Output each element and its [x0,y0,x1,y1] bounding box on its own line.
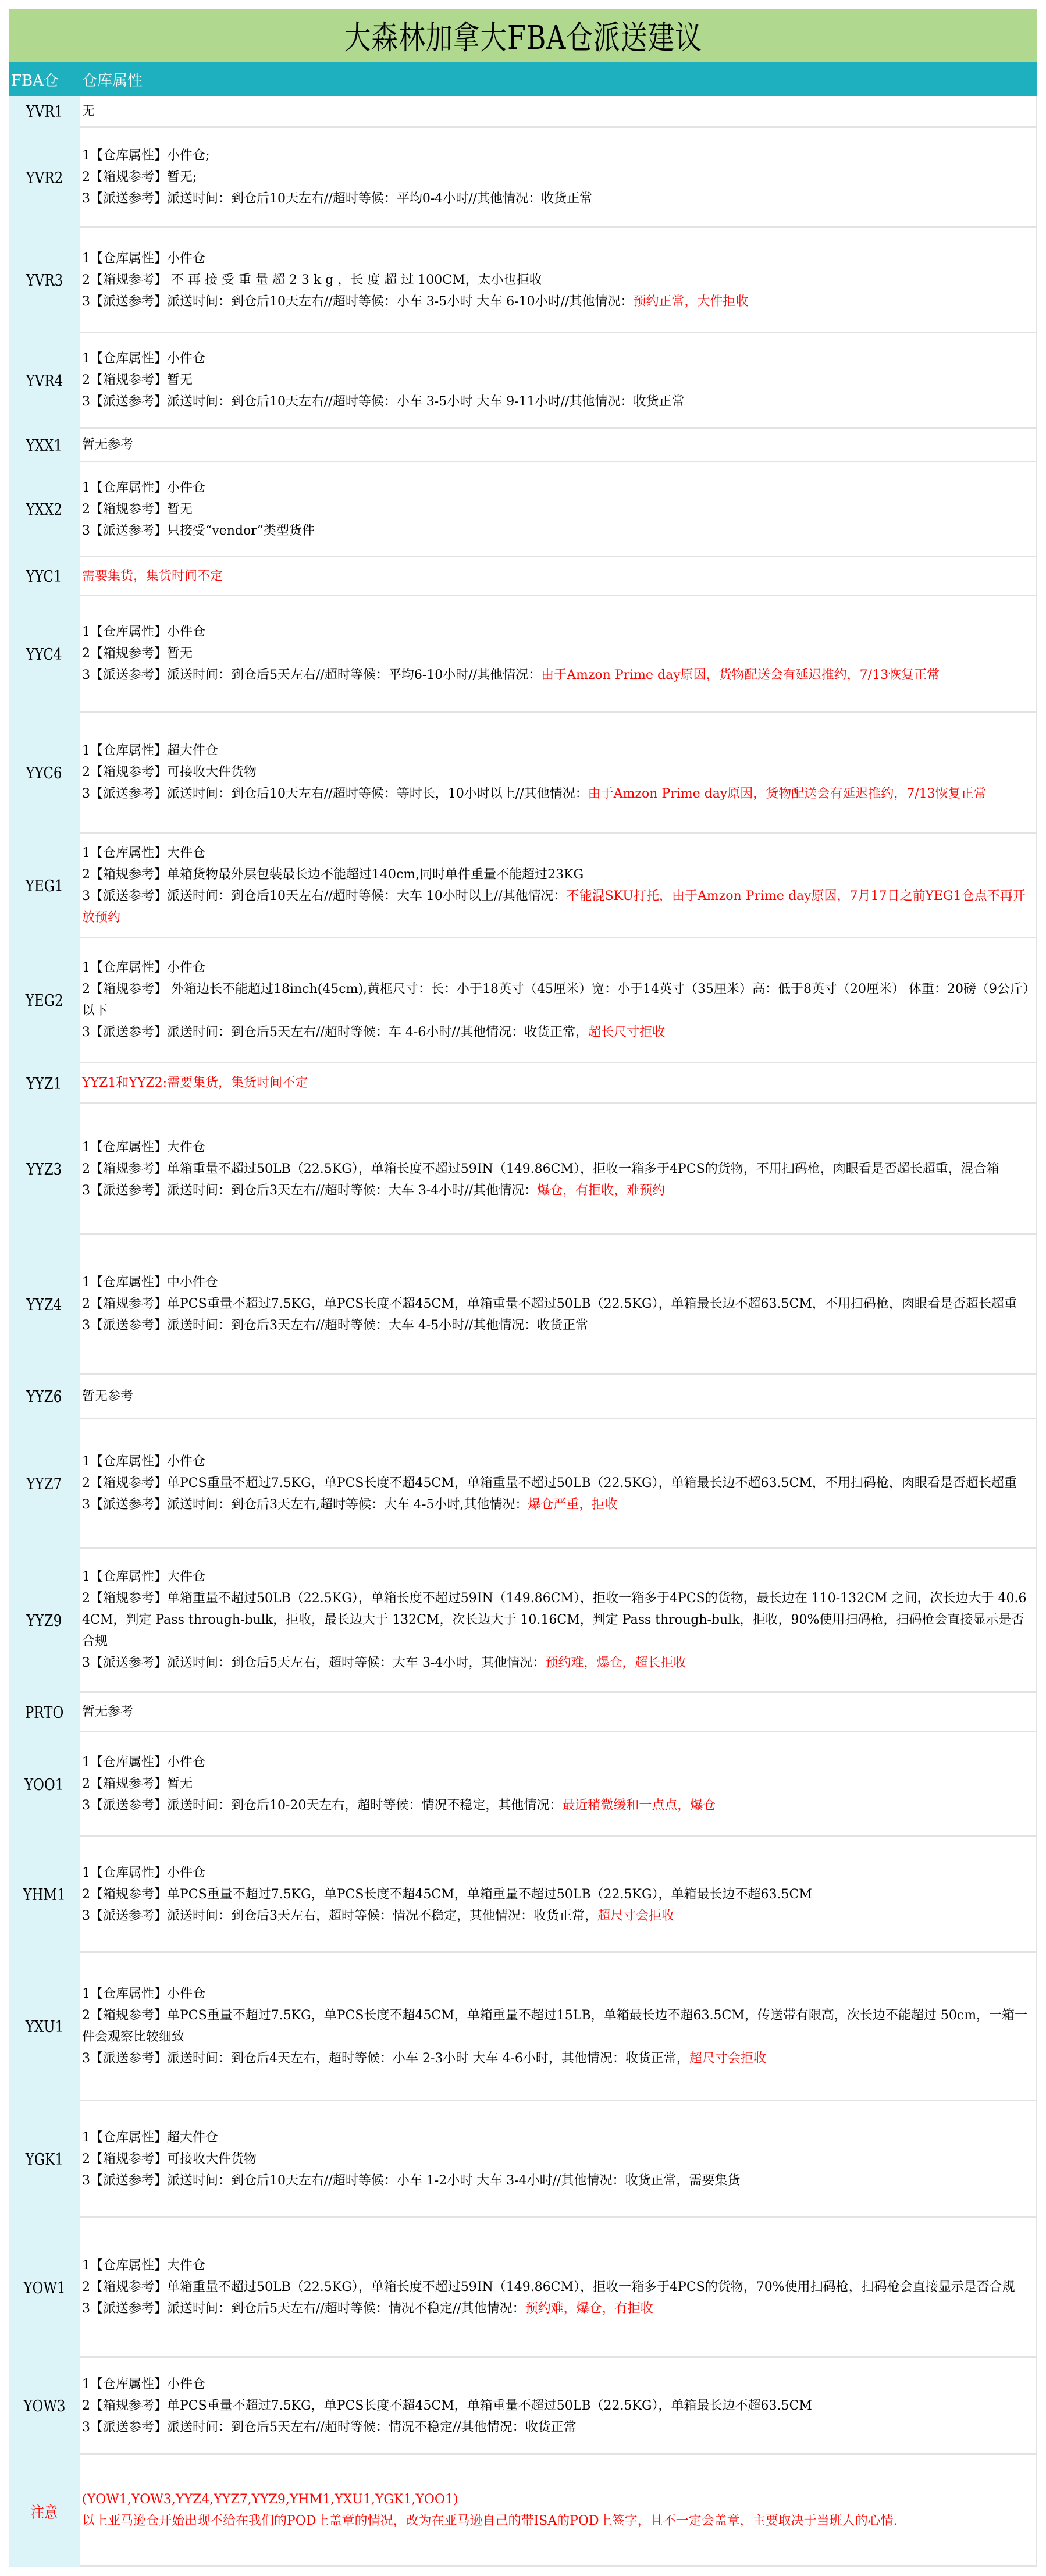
warehouse-code: YYC1 [9,557,80,596]
detail-text: 2【箱规参考】单箱货物最外层包装最长边不能超过140cm,同时单件重量不能超过23KG [82,867,584,882]
warehouse-code: YHM1 [9,1837,80,1953]
table-row [9,557,1037,596]
detail-text: 1【仓库属性】小件仓 [82,960,205,975]
warehouse-code: YVR2 [9,128,80,228]
detail-line [82,1652,1031,1674]
detail-line [82,477,1031,499]
warehouse-details [80,1235,1037,1375]
detail-line [82,1451,1031,1472]
detail-line [82,369,1031,391]
warning-text: YYZ1和YYZ2:需要集货，集货时间不定 [82,1076,308,1090]
table-row [9,2218,1037,2358]
table-row [9,713,1037,834]
detail-text: 1【仓库属性】大件仓 [82,2258,205,2273]
detail-line [82,1272,1031,1293]
detail-line [82,643,1031,664]
warehouse-code: YXU1 [9,1953,80,2101]
header-warehouse-attributes: 仓库属性 [82,72,143,90]
detail-text: 1【仓库属性】大件仓 [82,845,205,860]
detail-text: 3【派送参考】派送时间：到仓后10天左右//超时等候：小车 1-2小时 大车 3-4小时//其他情况：收货正常，需要集货 [82,2173,741,2188]
detail-line [82,1386,1031,1407]
warehouse-details [80,1732,1037,1837]
warehouse-code: YGK1 [9,2101,80,2218]
warehouse-details [80,713,1037,834]
warning-text: 需要集货，集货时间不定 [82,568,223,583]
warehouse-details [80,1693,1037,1732]
note-row [9,2455,1037,2567]
warehouse-code: YVR3 [9,228,80,333]
detail-text: 1【仓库属性】大件仓 [82,1140,205,1155]
detail-text: 3【派送参考】派送时间：到仓后3天左右，超时等候：情况不稳定，其他情况：收货正常， [82,1908,597,1923]
page-title: 大森林加拿大FBA仓派送建议 [344,19,702,57]
table-row [9,1837,1037,1953]
header-fba-warehouse: FBA仓 [11,72,59,90]
detail-line [82,2127,1031,2148]
table-row [9,2101,1037,2218]
warehouse-code: YXX1 [9,429,80,462]
warehouse-code: YEG2 [9,938,80,1063]
detail-text: 1【仓库属性】小件仓; [82,148,210,163]
warehouse-details [80,128,1037,228]
warehouse-details [80,1837,1037,1953]
detail-text: 2【箱规参考】单PCS重量不超过7.5KG，单PCS长度不超45CM，单箱重量不超过50LB（22.5KG），单箱最长边不超63.5CM，不用扫码枪，肉眼看是否超长超重 [82,1476,1017,1490]
table-row [9,1104,1037,1235]
detail-line [82,1862,1031,1884]
detail-text: 1【仓库属性】小件仓 [82,1865,205,1880]
detail-text: 2【箱规参考】单PCS重量不超过7.5KG，单PCS长度不超45CM，单箱重量不超过50LB（22.5KG），单箱最长边不超63.5CM，不用扫码枪，肉眼看是否超长超重 [82,1297,1017,1311]
detail-line [82,885,1031,928]
warning-text: 预约难，爆仓，超长拒收 [545,1656,686,1670]
warehouse-code: PRTO [9,1693,80,1732]
detail-text: 1【仓库属性】超大件仓 [82,2130,218,2145]
warehouse-details [80,96,1037,128]
warehouse-code: YVR1 [9,96,80,128]
warehouse-details [80,1063,1037,1104]
warehouse-code: YOO1 [9,1732,80,1837]
detail-line [82,621,1031,643]
detail-text: 2【箱规参考】暂无 [82,1777,193,1791]
detail-text: 3【派送参考】派送时间：到仓后3天左右,超时等候：大车 4-5小时,其他情况： [82,1497,528,1512]
detail-text: 2【箱规参考】可接收大件货物 [82,2151,257,2166]
warehouse-code: YYZ4 [9,1235,80,1375]
table-row [9,938,1037,1063]
detail-line [82,1072,1031,1094]
note-text: 以上亚马逊仓开始出现不给在我们的POD上盖章的情况，改为在亚马逊自己的带ISA的POD上签字，且不一定会盖章，主要取决于当班人的心情. [82,2513,898,2528]
detail-line [82,1022,1031,1043]
detail-line [82,565,1031,587]
detail-line [82,1180,1031,1201]
table-row [9,228,1037,333]
detail-text: 3【派送参考】派送时间：到仓后10天左右//超时等候：平均0-4小时//其他情况：收货正常 [82,191,593,206]
detail-text: 1【仓库属性】小件仓 [82,351,205,366]
warehouse-code: YVR4 [9,333,80,429]
detail-line [82,664,1031,686]
detail-text: 3【派送参考】派送时间：到仓后4天左右，超时等候：小车 2-3小时 大车 4-6小时，其他情况：收货正常， [82,2051,689,2066]
warning-text: 超尺寸会拒收 [597,1908,675,1923]
warehouse-details [80,2218,1037,2358]
detail-line [82,979,1031,1022]
detail-line [82,348,1031,369]
detail-line [82,1701,1031,1723]
detail-text: 2【箱规参考】单箱重量不超过50LB（22.5KG），单箱长度不超过59IN（149.86CM），拒收一箱多于4PCS的货物，不用扫码枪，肉眼看是否超长超重，混合箱 [82,1161,999,1176]
detail-line [82,1293,1031,1315]
detail-line [82,2170,1031,2191]
warehouse-details [80,1375,1037,1419]
warehouse-code: YYZ9 [9,1549,80,1693]
table-row [9,1953,1037,2101]
detail-text: 3【派送参考】派送时间：到仓后10-20天左右，超时等候：情况不稳定，其他情况： [82,1798,563,1813]
fba-warehouse-sheet [9,9,1037,2567]
warehouse-code: YYZ7 [9,1419,80,1549]
warehouse-code: YXX2 [9,462,80,557]
detail-line [82,842,1031,864]
detail-line [82,740,1031,762]
detail-text: 1【仓库属性】小件仓 [82,1755,205,1770]
detail-text: 1【仓库属性】大件仓 [82,1570,205,1584]
detail-text: 1【仓库属性】小件仓 [82,2376,205,2392]
detail-line [82,391,1031,412]
detail-line [82,2005,1031,2048]
detail-line [82,2048,1031,2069]
detail-text: 3【派送参考】派送时间：到仓后5天左右//超时等候：情况不稳定//其他情况： [82,2301,525,2316]
table-header [9,62,1037,96]
warehouse-details [80,1104,1037,1235]
warehouse-details [80,429,1037,462]
detail-text: 2【箱规参考】暂无 [82,501,193,517]
detail-line [82,2255,1031,2276]
detail-line [82,864,1031,885]
table-row [9,1375,1037,1419]
table-row [9,429,1037,462]
warning-text: 由于Amzon Prime day原因，货物配送会有延迟推约，7/13恢复正常 [541,668,940,682]
detail-line [82,2298,1031,2319]
detail-text: 2【箱规参考】暂无 [82,373,193,387]
detail-text: 1【仓库属性】小件仓 [82,251,205,266]
detail-text: 3【派送参考】派送时间：到仓后5天左右//超时等候：车 4-6小时//其他情况：收货正常， [82,1025,589,1040]
detail-text: 2【箱规参考】单箱重量不超过50LB（22.5KG），单箱长度不超过59IN（149.86CM），拒收一箱多于4PCS的货物，最长边在 110-132CM 之间，次长边大于 40.64CM，判定 Pass through-bulk，拒收，最长边大于 132CM，次长边大于 10.16CM，判定 Pass through-bulk，拒收，90%使用扫码枪，扫码枪会直接显示是否合规 [82,1591,1027,1649]
detail-text: 暂无参考 [82,1705,134,1719]
detail-line [82,1773,1031,1795]
detail-line [82,1494,1031,1515]
detail-text: 1【仓库属性】小件仓 [82,480,205,495]
table-row [9,834,1037,938]
warehouse-details [80,228,1037,333]
detail-line [82,1752,1031,1773]
detail-line [82,2148,1031,2170]
table-row [9,1419,1037,1549]
detail-line [82,520,1031,542]
detail-text: 3【派送参考】派送时间：到仓后5天左右，超时等候：大车 3-4小时，其他情况： [82,1656,546,1670]
table-row [9,1549,1037,1693]
warning-text: 预约正常，大件拒收 [633,294,749,309]
detail-text: 3【派送参考】派送时间：到仓后10天左右//超时等候：等时长，10小时以上//其他情况： [82,787,588,801]
detail-text: 2【箱规参考】 不 再 接 受 重 量 超 2 3 k g ，长 度 超 过 100CM，太小也拒收 [82,272,542,287]
detail-text: 无 [82,104,95,119]
detail-text: 1【仓库属性】超大件仓 [82,743,218,758]
detail-text: 2【箱规参考】 外箱边长不能超过18inch(45cm),黄框尺寸：长：小于18英寸（45厘米）宽：小于14英寸（35厘米）高：低于8英寸（20厘米） 体重：20磅（9公斤）以下 [82,982,1029,1018]
detail-line [82,434,1031,456]
warehouse-details [80,2358,1037,2455]
detail-text: 1【仓库属性】小件仓 [82,625,205,639]
detail-line [82,101,1031,122]
detail-line [82,2395,1031,2417]
detail-text: 2【箱规参考】暂无; [82,170,197,184]
warehouse-details [80,938,1037,1063]
warehouse-code: YEG1 [9,834,80,938]
table-row [9,333,1037,429]
title-band [9,9,1037,62]
warning-text: 最近稍微缓和一点点，爆仓 [562,1798,716,1813]
table-row [9,1235,1037,1375]
table-row [9,462,1037,557]
warehouse-details [80,557,1037,596]
warning-text: 预约难，爆仓，有拒收 [525,2301,653,2316]
warning-text: 不能混SKU打托，由于Amzon Prime day原因，7月17日之前YEG1仓点不再开放预约 [82,888,1026,925]
detail-text: 2【箱规参考】可接收大件货物 [82,765,257,780]
detail-text: 2【箱规参考】单PCS重量不超过7.5KG，单PCS长度不超45CM，单箱重量不超过50LB（22.5KG），单箱最长边不超63.5CM [82,2398,812,2413]
warehouse-details [80,834,1037,938]
detail-text: 3【派送参考】只接受“vendor”类型货件 [82,523,315,538]
note-content [80,2455,1037,2567]
table-row [9,1063,1037,1104]
warehouse-code: YYZ6 [9,1375,80,1419]
detail-text: 3【派送参考】派送时间：到仓后10天左右//超时等候：小车 3-5小时 大车 9-11小时//其他情况：收货正常 [82,394,685,409]
detail-line [82,1588,1031,1652]
warehouse-details [80,596,1037,713]
warehouse-code: YOW3 [9,2358,80,2455]
detail-line [82,291,1031,312]
detail-line [82,188,1031,209]
detail-line [82,145,1031,166]
warning-text: 超长尺寸拒收 [588,1025,666,1040]
detail-line [82,248,1031,269]
detail-text: 3【派送参考】派送时间：到仓后10天左右//超时等候：大车 10小时以上//其他情况： [82,888,567,903]
warning-text: 由于Amzon Prime day原因，货物配送会有延迟推约，7/13恢复正常 [588,787,987,801]
detail-text: 3【派送参考】派送时间：到仓后10天左右//超时等候：小车 3-5小时 大车 6-10小时//其他情况： [82,294,634,309]
detail-text: 2【箱规参考】单PCS重量不超过7.5KG，单PCS长度不超45CM，单箱重量不超过15LB，单箱最长边不超63.5CM，传送带有限高，次长边不能超过 50cm，一箱一件会观察比较细致 [82,2008,1028,2044]
warehouse-details [80,462,1037,557]
warning-text: 爆仓严重，拒收 [528,1497,618,1512]
detail-text: 暂无参考 [82,437,134,452]
warehouse-details [80,333,1037,429]
warehouse-code: YYC4 [9,596,80,713]
warehouse-code: YYZ1 [9,1063,80,1104]
detail-line [82,2417,1031,2438]
warning-text: 超尺寸会拒收 [689,2051,766,2066]
warehouse-details [80,1549,1037,1693]
warning-text: 爆仓，有拒收，难预约 [537,1183,666,1198]
detail-line [82,1795,1031,1816]
warehouse-details [80,2101,1037,2218]
detail-text: 1【仓库属性】小件仓 [82,1987,205,2001]
detail-line [82,1905,1031,1927]
table-row [9,2358,1037,2455]
detail-line [82,1566,1031,1588]
detail-text: 3【派送参考】派送时间：到仓后5天左右//超时等候：平均6-10小时//其他情况： [82,668,542,682]
detail-text: 2【箱规参考】单箱重量不超过50LB（22.5KG），单箱长度不超过59IN（149.86CM），拒收一箱多于4PCS的货物，70%使用扫码枪，扫码枪会直接显示是否合规 [82,2280,1015,2294]
detail-line [82,762,1031,783]
note-warehouse-list: (YOW1,YOW3,YYZ4,YYZ7,YYZ9,YHM1,YXU1,YGK1,YOO1) [82,2492,458,2507]
detail-line [82,1472,1031,1494]
warehouse-code: YYC6 [9,713,80,834]
note-label: 注意 [9,2455,80,2567]
detail-text: 3【派送参考】派送时间：到仓后3天左右//超时等候：大车 4-5小时//其他情况：收货正常 [82,1318,589,1333]
warehouse-code: YOW1 [9,2218,80,2358]
table-row [9,128,1037,228]
warehouse-details [80,1419,1037,1549]
warehouse-table-body [9,96,1037,2455]
detail-line [82,269,1031,291]
detail-line [82,783,1031,805]
detail-text: 2【箱规参考】单PCS重量不超过7.5KG，单PCS长度不超45CM，单箱重量不超过50LB（22.5KG），单箱最长边不超63.5CM [82,1887,812,1902]
detail-line [82,166,1031,188]
table-row [9,1732,1037,1837]
table-row [9,596,1037,713]
detail-text: 暂无参考 [82,1389,134,1404]
detail-line [82,1983,1031,2005]
detail-line [82,1884,1031,1905]
warehouse-details [80,1953,1037,2101]
detail-line [82,2374,1031,2395]
detail-line [82,957,1031,979]
detail-line [82,499,1031,520]
detail-text: 1【仓库属性】小件仓 [82,1454,205,1469]
detail-text: 1【仓库属性】中小件仓 [82,1275,218,1290]
detail-text: 3【派送参考】派送时间：到仓后3天左右//超时等候：大车 3-4小时//其他情况： [82,1183,538,1198]
table-row [9,1693,1037,1732]
detail-line [82,1137,1031,1158]
detail-line [82,1158,1031,1180]
detail-text: 2【箱规参考】暂无 [82,646,193,661]
table-row [9,96,1037,128]
detail-text: 3【派送参考】派送时间：到仓后5天左右//超时等候：情况不稳定//其他情况：收货正常 [82,2420,577,2435]
warehouse-code: YYZ3 [9,1104,80,1235]
detail-line [82,1315,1031,1336]
detail-line [82,2276,1031,2298]
